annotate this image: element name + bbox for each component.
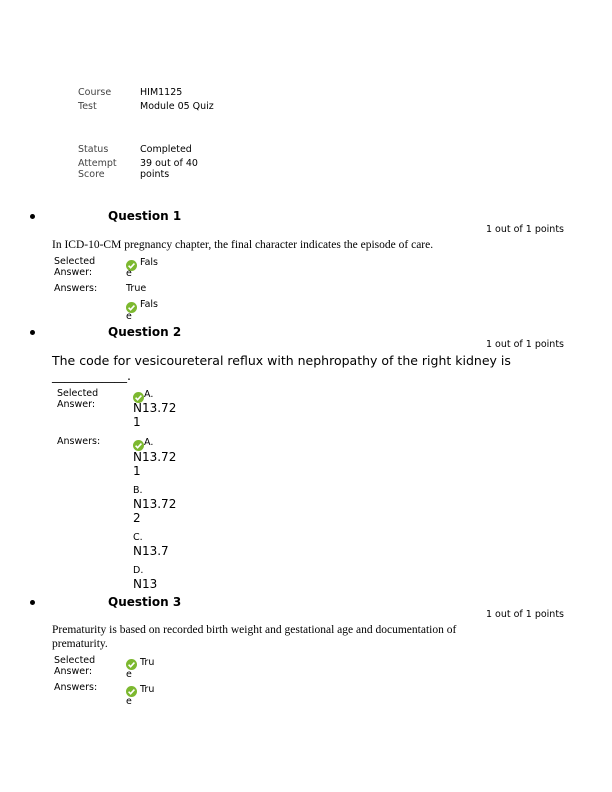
attempt-score-value-1: 39 out of 40 <box>140 158 198 169</box>
choice-code-line-1: N13.72 <box>133 401 177 415</box>
selected-answer-label-1: Selected <box>54 256 96 267</box>
attempt-score-label-2: Score <box>78 169 105 180</box>
selected-answer-label-2: Answer: <box>57 399 96 410</box>
question-title: Question 3 <box>108 595 182 609</box>
question-points: 1 out of 1 points <box>485 224 564 235</box>
selected-answer-line-1: Tru <box>140 657 155 668</box>
question-points: 1 out of 1 points <box>485 609 564 620</box>
selected-answer-label-1: Selected <box>54 655 96 666</box>
answer-option-line-1: Tru <box>140 684 155 695</box>
choice-letter: D. <box>133 565 144 576</box>
answer-option: True <box>126 283 147 294</box>
selected-answer-label-1: Selected <box>57 388 99 399</box>
selected-answer-line-2: e <box>126 268 132 279</box>
selected-answer-line-1: Fals <box>140 257 159 268</box>
answer-option-line-2: e <box>126 696 132 707</box>
status-label: Status <box>78 144 109 155</box>
question-text-line-1: The code for vesicoureteral reflux with nephropathy of the right kidney is <box>52 353 511 368</box>
answers-label: Answers: <box>54 283 98 294</box>
answers-label: Answers: <box>54 682 98 693</box>
course-value: HIM1125 <box>140 87 183 98</box>
check-circle-icon <box>126 655 137 666</box>
list-bullet <box>30 600 35 605</box>
answer-option-line-2: e <box>126 311 132 322</box>
choice-code-line-1: N13.7 <box>133 544 169 558</box>
test-label: Test <box>78 101 97 112</box>
choice-letter: B. <box>133 485 143 496</box>
check-circle-icon <box>126 256 137 267</box>
choice-code-line-1: N13.72 <box>133 497 177 511</box>
check-circle-icon <box>133 436 144 447</box>
choice-letter: C. <box>133 532 143 543</box>
question-text-line-2: prematurity. <box>52 638 108 650</box>
question-text-line-1: Prematurity is based on recorded birth weight and gestational age and documentation of <box>52 624 457 636</box>
selected-answer-line-2: e <box>126 669 132 680</box>
question-points: 1 out of 1 points <box>485 339 564 350</box>
check-circle-icon <box>126 682 137 693</box>
answers-label: Answers: <box>57 436 101 447</box>
choice-letter: A. <box>144 437 154 448</box>
attempt-score-value-2: points <box>140 169 170 180</box>
choice-letter: A. <box>144 389 154 400</box>
test-value: Module 05 Quiz <box>140 101 214 112</box>
list-bullet <box>30 214 35 219</box>
choice-code-line-2: 1 <box>133 464 141 478</box>
course-label: Course <box>78 87 112 98</box>
status-value: Completed <box>140 144 192 155</box>
list-bullet <box>30 330 35 335</box>
choice-code-line-1: N13 <box>133 577 158 591</box>
question-text-line-2: ____________. <box>52 368 131 383</box>
choice-code-line-1: N13.72 <box>133 450 177 464</box>
selected-answer-label-2: Answer: <box>54 666 93 677</box>
question-text: In ICD-10-CM pregnancy chapter, the final character indicates the episode of care. <box>52 239 434 251</box>
choice-code-line-2: 2 <box>133 511 141 525</box>
question-title: Question 1 <box>108 209 182 223</box>
attempt-score-label-1: Attempt <box>78 158 117 169</box>
answer-option-line-1: Fals <box>140 299 159 310</box>
check-circle-icon <box>126 298 137 309</box>
choice-code-line-2: 1 <box>133 415 141 429</box>
selected-answer-label-2: Answer: <box>54 267 93 278</box>
check-circle-icon <box>133 388 144 399</box>
question-title: Question 2 <box>108 325 182 339</box>
